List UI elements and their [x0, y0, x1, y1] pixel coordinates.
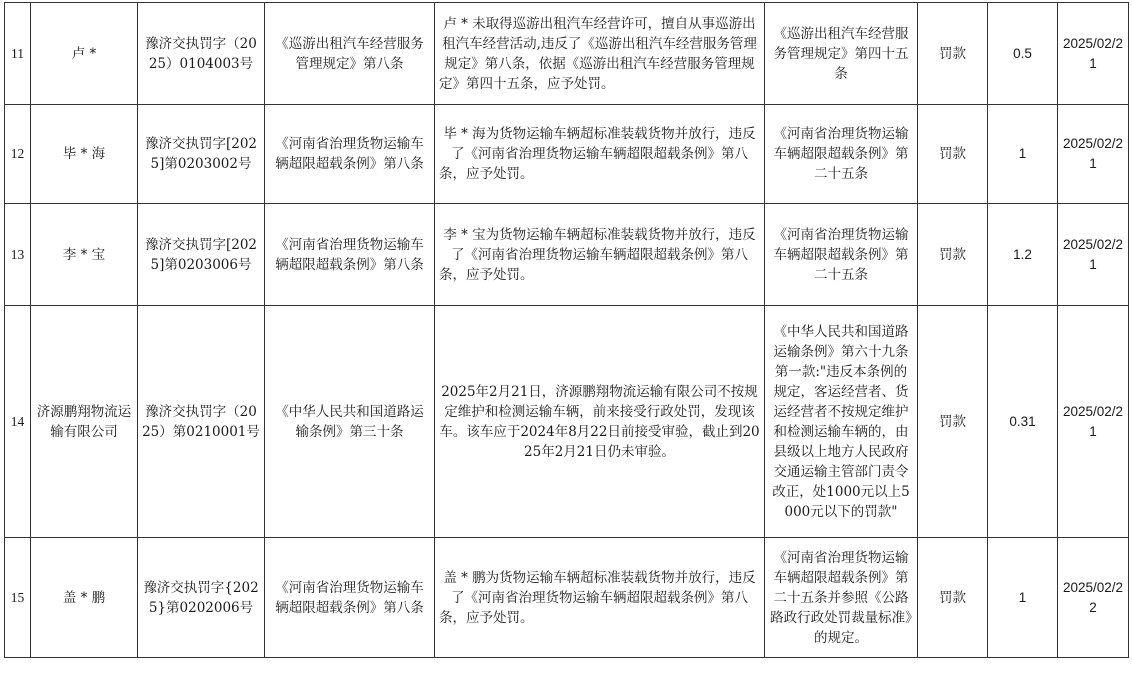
violated-provision: 《河南省治理货物运输车辆超限超载条例》第八条	[265, 204, 435, 306]
penalty-amount: 0.5	[988, 3, 1058, 105]
penalty-basis: 《中华人民共和国道路运输条例》第六十九条第一款:"违反本条例的规定，客运经营者、货运经营者不按规定维护和检测运输车辆的，由县级以上地方人民政府交通运输主管部门责令改正，处1000元以上5000元以下的罚款"	[765, 306, 918, 538]
document-number: 豫济交执罚字（2025）0104003号	[138, 3, 265, 105]
party-name: 济源鹏翔物流运输有限公司	[31, 306, 138, 538]
row-number: 14	[5, 306, 31, 538]
document-number: 豫济交执罚字（2025）第0210001号	[138, 306, 265, 538]
penalty-type: 罚款	[918, 105, 988, 204]
violated-provision: 《河南省治理货物运输车辆超限超载条例》第八条	[265, 538, 435, 658]
penalty-date: 2025/02/21	[1058, 306, 1129, 538]
penalty-amount: 0.31	[988, 306, 1058, 538]
violated-provision: 《河南省治理货物运输车辆超限超载条例》第八条	[265, 105, 435, 204]
penalty-basis: 《巡游出租汽车经营服务管理规定》第四十五条	[765, 3, 918, 105]
row-number: 11	[5, 3, 31, 105]
table-row	[5, 538, 1129, 658]
penalty-basis: 《河南省治理货物运输车辆超限超载条例》第二十五条	[765, 204, 918, 306]
row-number: 15	[5, 538, 31, 658]
penalty-type: 罚款	[918, 306, 988, 538]
penalty-table	[4, 2, 1129, 658]
penalty-date: 2025/02/21	[1058, 3, 1129, 105]
row-number: 12	[5, 105, 31, 204]
document-number: 豫济交执罚字[2025]第0203006号	[138, 204, 265, 306]
violated-provision: 《巡游出租汽车经营服务管理规定》第八条	[265, 3, 435, 105]
document-number: 豫济交执罚字{2025}第0202006号	[138, 538, 265, 658]
penalty-basis: 《河南省治理货物运输车辆超限超载条例》第二十五条	[765, 105, 918, 204]
penalty-date: 2025/02/21	[1058, 105, 1129, 204]
table-row	[5, 3, 1129, 105]
table-row	[5, 306, 1129, 538]
penalty-type: 罚款	[918, 3, 988, 105]
penalty-type: 罚款	[918, 204, 988, 306]
document-number: 豫济交执罚字[2025]第0203002号	[138, 105, 265, 204]
penalty-amount: 1.2	[988, 204, 1058, 306]
party-name: 卢 *	[31, 3, 138, 105]
penalty-date: 2025/02/22	[1058, 538, 1129, 658]
penalty-type: 罚款	[918, 538, 988, 658]
penalty-amount: 1	[988, 105, 1058, 204]
table-row	[5, 204, 1129, 306]
penalty-basis: 《河南省治理货物运输车辆超限超载条例》第二十五条并参照《公路路政行政处罚裁量标准》的规定。	[765, 538, 918, 658]
table-row	[5, 105, 1129, 204]
party-name: 盖 * 鹏	[31, 538, 138, 658]
violation-facts: 卢 * 未取得巡游出租汽车经营许可，擅自从事巡游出租汽车经营活动,违反了《巡游出租汽车经营服务管理规定》第八条，依据《巡游出租汽车经营服务管理规定》第四十五条，应予处罚。	[435, 3, 765, 105]
violation-facts: 李 * 宝为货物运输车辆超标准装载货物并放行，违反了《河南省治理货物运输车辆超限超载条例》第八条，应予处罚。	[435, 204, 765, 306]
violation-facts: 毕 * 海为货物运输车辆超标准装载货物并放行，违反了《河南省治理货物运输车辆超限超载条例》第八条，应予处罚。	[435, 105, 765, 204]
violation-facts: 2025年2月21日，济源鹏翔物流运输有限公司不按规定维护和检测运输车辆，前来接受行政处罚，发现该车。该车应于2024年8月22日前接受审验，截止到2025年2月21日仍未审验。	[435, 306, 765, 538]
party-name: 李 * 宝	[31, 204, 138, 306]
violation-facts: 盖 * 鹏为货物运输车辆超标准装载货物并放行，违反了《河南省治理货物运输车辆超限超载条例》第八条，应予处罚。	[435, 538, 765, 658]
violated-provision: 《中华人民共和国道路运输条例》第三十条	[265, 306, 435, 538]
penalty-amount: 1	[988, 538, 1058, 658]
penalty-date: 2025/02/21	[1058, 204, 1129, 306]
row-number: 13	[5, 204, 31, 306]
party-name: 毕 * 海	[31, 105, 138, 204]
